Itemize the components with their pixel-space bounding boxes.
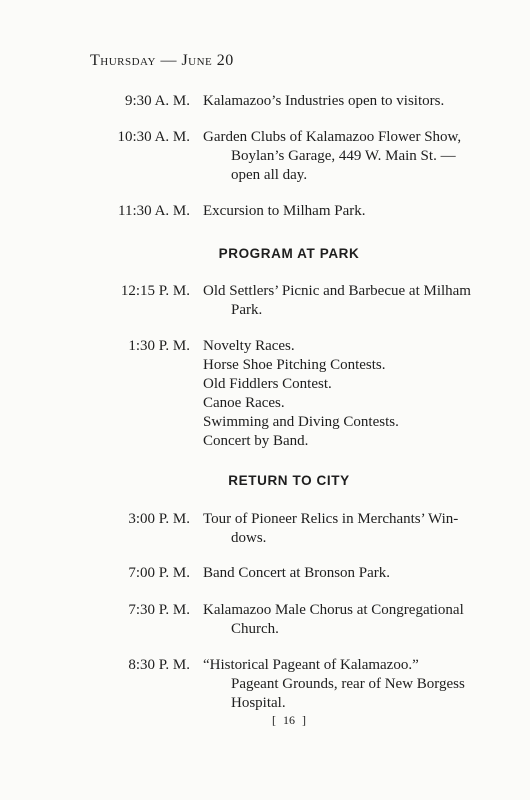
entry-description bbox=[203, 564, 513, 583]
entry-time: 11:30 A. M. bbox=[118, 203, 190, 219]
entry-line: Garden Clubs of Kalamazoo Flower Show, bbox=[203, 129, 462, 145]
entry-line: dows. bbox=[231, 530, 267, 546]
entry-line: Pageant Grounds, rear of New Borgess bbox=[231, 676, 465, 692]
entry-line: Tour of Pioneer Relics in Merchants’ Win- bbox=[203, 511, 459, 527]
entry-time: 12:15 P. M. bbox=[120, 283, 190, 299]
entry-line: Boylan’s Garage, 449 W. Main St. — bbox=[231, 148, 456, 164]
entry-time: 10:30 A. M. bbox=[117, 129, 190, 145]
entry-description bbox=[203, 510, 513, 548]
section-heading-city: RETURN TO CITY bbox=[228, 473, 350, 488]
entry-line: Swimming and Diving Contests. bbox=[203, 414, 399, 430]
entry-line: Old Fiddlers Contest. bbox=[203, 376, 332, 392]
entry-line: Canoe Races. bbox=[203, 395, 285, 411]
entry-line: Church. bbox=[231, 621, 279, 637]
entry-description bbox=[203, 202, 513, 221]
entry-description bbox=[203, 282, 513, 320]
entry-time: 3:00 P. M. bbox=[128, 511, 190, 527]
entry-description bbox=[203, 656, 513, 713]
entry-time: 9:30 A. M. bbox=[124, 93, 190, 109]
entry-line: “Historical Pageant of Kalamazoo.” bbox=[203, 657, 419, 673]
entry-line: open all day. bbox=[231, 167, 308, 183]
entry-line: Kalamazoo’s Industries open to visitors. bbox=[203, 93, 445, 109]
entry-line: Concert by Band. bbox=[203, 433, 309, 449]
entry-line: Band Concert at Bronson Park. bbox=[203, 565, 391, 581]
entry-time: 7:30 P. M. bbox=[128, 602, 190, 618]
entry-description bbox=[203, 601, 513, 639]
entry-line: Novelty Races. bbox=[203, 338, 295, 354]
page-heading bbox=[90, 52, 234, 70]
entry-line: Horse Shoe Pitching Contests. bbox=[203, 357, 386, 373]
entry-line: Hospital. bbox=[231, 695, 286, 711]
entry-description bbox=[203, 128, 513, 185]
entry-time: 8:30 P. M. bbox=[128, 657, 190, 673]
page-number: [ 16 ] bbox=[272, 713, 306, 727]
entry-description bbox=[203, 92, 513, 111]
section-heading-park: PROGRAM AT PARK bbox=[218, 246, 360, 261]
entry-line: Park. bbox=[231, 302, 263, 318]
entry-description bbox=[203, 337, 513, 451]
heading-day: Thursday bbox=[90, 52, 156, 69]
entry-time: 7:00 P. M. bbox=[128, 565, 190, 581]
heading-date: June 20 bbox=[181, 52, 234, 69]
entry-line: Old Settlers’ Picnic and Barbecue at Milham bbox=[203, 283, 471, 299]
entry-time: 1:30 P. M. bbox=[128, 338, 190, 354]
entry-line: Excursion to Milham Park. bbox=[203, 203, 366, 219]
entry-line: Kalamazoo Male Chorus at Congregational bbox=[203, 602, 464, 618]
heading-separator: — bbox=[160, 52, 177, 69]
